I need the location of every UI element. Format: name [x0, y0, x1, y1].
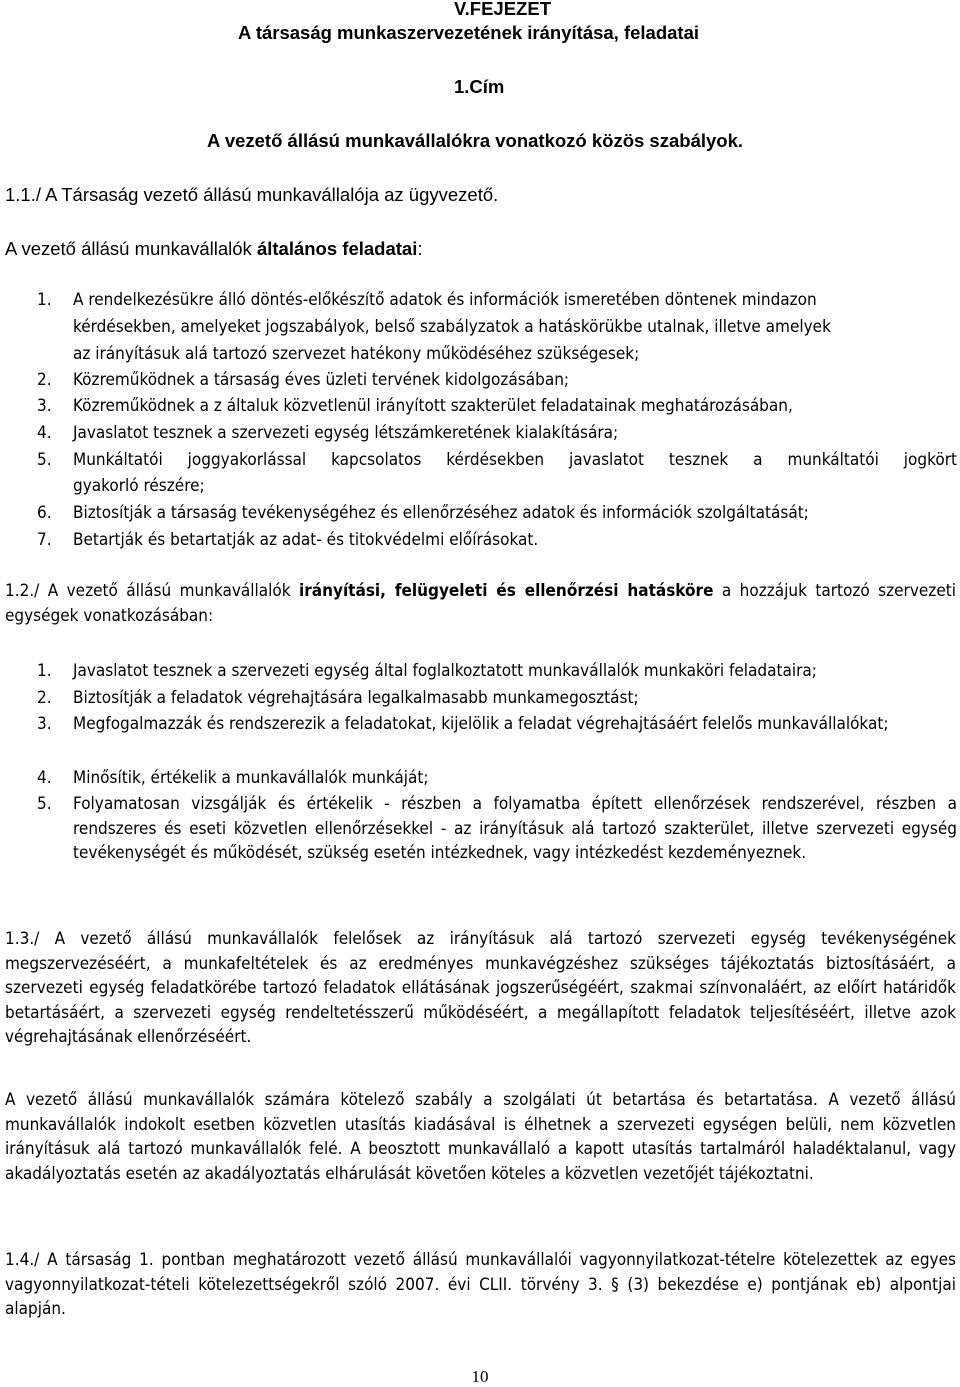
list-item-line: Közreműködnek a z általuk közvetlenül irányított szakterület feladatainak meghatározásában,	[73, 396, 793, 416]
section-title: A vezető állású munkavállalókra vonatkozó közös szabályok.	[207, 130, 744, 151]
list-item-line: Biztosítják a társaság tevékenységéhez és ellenőrzéséhez adatok és információk szolgáltatását;	[73, 503, 809, 523]
chapter-title: A társaság munkaszervezetének irányítása, feladatai	[238, 22, 700, 43]
section-number: 1.Cím	[454, 76, 505, 97]
general-tasks-lead-end: :	[417, 238, 423, 259]
list-item-number: 2.	[37, 688, 52, 708]
list-item-text: Megfogalmazzák és rendszerezik a feladatokat, kijelölik a feladat végrehajtásáért felelős munkavállalókat;	[73, 714, 889, 734]
paragraph-1-2-post: a hozzájuk tartozó szervezeti egységek vonatkozásában:	[5, 581, 956, 626]
list-item-line: A rendelkezésükre álló döntés-előkészítő adatok és információk ismeretében döntenek mindazon	[73, 290, 817, 310]
list-item-line: Javaslatot tesznek a szervezeti egység létszámkeretének kialakítására;	[73, 423, 619, 443]
list-item-line: gyakorló részére;	[73, 476, 205, 496]
list-item-number: 5.	[37, 794, 52, 814]
chapter-heading: V.FEJEZET	[454, 0, 551, 19]
list-item-number: 4.	[37, 768, 52, 788]
list-item-number: 2.	[37, 370, 52, 390]
list-item-text: Folyamatosan vizsgálják és értékelik - részben a folyamatba épített ellenőrzések rendszerével, részben a rendszeres és eseti közvetlen ellenőrzésekkel - az irányításuk alá tartozó szakterület, illetve szervezeti egység tevékenységét és működését, szükség esetén intézkednek, vagy intézkedést kezdeményeznek.	[73, 794, 957, 863]
list-item-number: 7.	[37, 530, 52, 550]
list-item-number: 3.	[37, 714, 52, 734]
list-item-number: 5.	[37, 450, 52, 470]
paragraph-1-3: 1.3./ A vezető állású munkavállalók felelősek az irányításuk alá tartozó szervezeti egység tevékenységének megszervezéséért, a munkafeltételek és az eredményes munkavégzéshez szükséges tájékoztatás biztosításáért, a szervezeti egység feladatkörébe tartozó feladatok ellátásának jogszerűségéért, szakmai színvonaláért, az előírt határidők betartásáért, a szervezeti egység rendeltetésszerű működéséért, a megállapított feladatok teljesítéséért, illetve azok végrehajtásának ellenőrzéséért.	[5, 929, 956, 1047]
list-item-number: 1.	[37, 661, 52, 681]
list-item-text: Biztosítják a feladatok végrehajtására legalkalmasabb munkamegosztást;	[73, 688, 639, 708]
list-item-text: Minősítik, értékelik a munkavállalók munkáját;	[73, 768, 429, 788]
list-item-line: Közreműködnek a társaság éves üzleti tervének kidolgozásában;	[73, 370, 570, 390]
page-number: 10	[471, 1367, 489, 1386]
general-tasks-lead-plain: A vezető állású munkavállalók	[5, 238, 257, 259]
paragraph-1-4: 1.4./ A társaság 1. pontban meghatározott vezető állású munkavállalói vagyonnyilatkozat-tételre kötelezettek az egyes vagyonnyilatkozat-tételi kötelezettségekről szóló 2007. évi CLII. törvény 3. § (3) bekezdése e) pontjának eb) alpontjai alapján.	[5, 1250, 956, 1319]
list-item-number: 4.	[37, 423, 52, 443]
paragraph-service-route: A vezető állású munkavállalók számára kötelező szabály a szolgálati út betartása és betartatása. A vezető állású munkavállalók indokolt esetben közvetlen utasítás kiadásával is élhetnek a szervezeti egységen belüli, nem közvetlen irányításuk alá tartozó munkavállalók felé. A beosztott munkavállaló a kapott utasítás tartalmáról haladéktalanul, vagy akadályoztatás esetén az akadályoztatás elhárulását követően köteles a közvetlen vezetőjét tájékoztatni.	[5, 1090, 956, 1184]
general-tasks-lead	[5, 240, 423, 259]
paragraph-1-2-pre: 1.2./ A vezető állású munkavállalók	[5, 581, 299, 601]
list-item-number: 1.	[37, 290, 52, 310]
list-item-number: 6.	[37, 503, 52, 523]
list-item-number: 3.	[37, 396, 52, 416]
list-item-text: Javaslatot tesznek a szervezeti egység által foglalkoztatott munkavállalók munkaköri feladataira;	[73, 661, 817, 681]
paragraph-1-2-bold: irányítási, felügyeleti és ellenőrzési hatásköre	[298, 581, 714, 601]
list-item-line: Munkáltatói joggyakorlással kapcsolatos kérdésekben javaslatot tesznek a munkáltatói jogkört	[73, 450, 957, 470]
paragraph-1-2	[5, 579, 956, 628]
list-item-line: az irányításuk alá tartozó szervezet hatékony működéséhez szükségesek;	[73, 344, 640, 364]
general-tasks-lead-bold: általános feladatai	[256, 238, 418, 259]
list-item-line: Betartják és betartatják az adat- és titokvédelmi előírásokat.	[73, 530, 539, 550]
list-item-line: kérdésekben, amelyeket jogszabályok, belső szabályzatok a hatáskörükbe utalnak, illetve amelyek	[73, 317, 831, 337]
paragraph-1-1: 1.1./ A Társaság vezető állású munkavállalója az ügyvezető.	[5, 184, 499, 205]
